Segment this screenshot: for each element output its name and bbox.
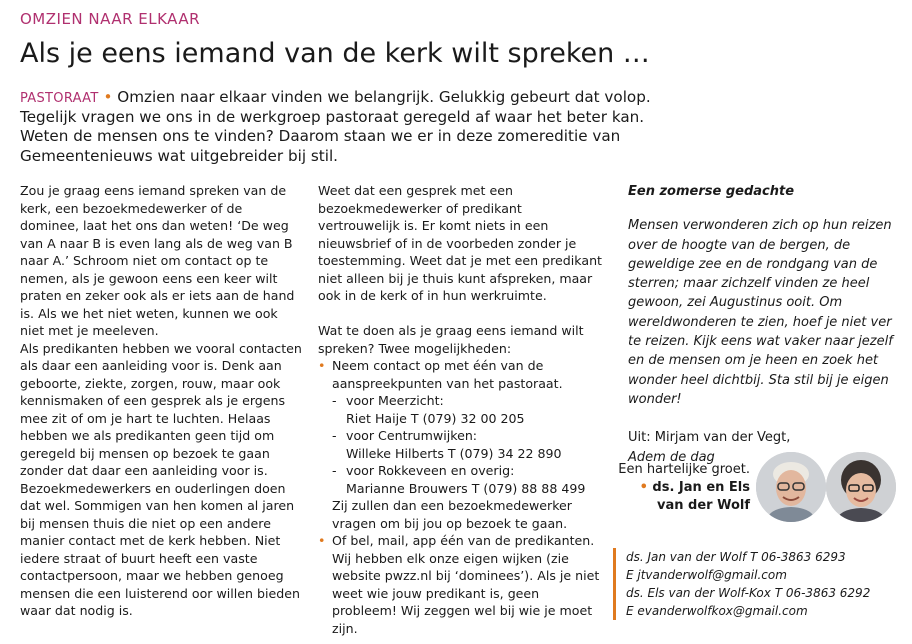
contact-jan-phone: ds. Jan van der Wolf T 06-3863 6293 bbox=[626, 550, 846, 564]
sidebar-reflection bbox=[628, 182, 898, 467]
sidebar-quote: Mensen verwonderen zich op hun reizen over de hoogte van de bergen, de geweldige zee en de rondgang van de sterren; maar zichzelf vinden ze heel gewoon, zei Augustinus ooit. Om wereldwonderen te zien, hoef je niet ver te reizen. Kijk eens wat vaker naar jezelf en de mensen om je heen en zoek het wonder heel dichtbij. Sta stil bij je eigen wonder! bbox=[628, 218, 893, 407]
col1-paragraph-1: Zou je graag eens iemand spreken van de kerk, een bezoekmedewerker of de dominee, laat het ons dan weten! ‘De weg van A naar B is even lang als de weg van B naar A.’ Schroom niet om contact op te nemen, als je gewoon eens een keer wilt praten en zeker ook als er iets aan de hand is. Als we het niet weten, kunnen we ook niet met je meeleven. bbox=[20, 183, 295, 338]
greeting-line: Een hartelijke groet. bbox=[618, 462, 750, 477]
col1-paragraph-2: Als predikanten hebben we vooral contacten als daar een aanleiding voor is. Denk aan geboorte, ziekte, zorgen, rouw, maar ook kennismaken of een gesprek als je ergens mee zit of om je hart te luchten. Helaas hebben we als predikanten geen tijd om geregeld bij mensen op bezoek te gaan zonder dat daar een aanleiding voor is. Bezoekmedewerkers en ouderlingen doen dat wel. Sommigen van hen komen al jaren bij mensen thuis die niet op een andere manier contact met de kerk hebben. Niet iedere straat of buurt heeft een vaste contactpersoon, maar we hebben genoeg mensen die een luisterend oor willen bieden waar dat nodig is. bbox=[20, 340, 302, 618]
contact-point-person: Marianne Brouwers T (079) 88 88 499 bbox=[346, 480, 586, 496]
greeting-names-line-1 bbox=[600, 479, 750, 497]
option-1-outro: Zij zullen dan een bezoekmedewerker vragen om bij jou op bezoek te gaan. bbox=[332, 498, 572, 531]
col2-paragraph-2: Wat te doen als je graag eens iemand wilt spreken? Twee mogelijkheden: bbox=[318, 323, 584, 356]
contact-jan-email: E jtvanderwolf@gmail.com bbox=[626, 568, 787, 582]
intro-tag: PASTORAAT bbox=[20, 91, 99, 106]
contact-point-meerzicht bbox=[332, 392, 602, 427]
portrait-jan-icon bbox=[756, 452, 826, 522]
greeting-names-2: van der Wolf bbox=[656, 498, 750, 513]
contact-point-centrumwijken bbox=[332, 427, 602, 462]
contact-points-list bbox=[332, 392, 602, 497]
contact-point-person: Willeke Hilberts T (079) 34 22 890 bbox=[346, 445, 562, 461]
contact-details bbox=[613, 548, 870, 620]
contact-point-rokkeveen bbox=[332, 462, 602, 497]
option-1-intro: Neem contact op met één van de aanspreekpunten van het pastoraat. bbox=[332, 358, 563, 391]
option-2-text: Of bel, mail, app één van de predikanten. Wij hebben elk onze eigen wijken (zie website pwzz.nl bij ‘dominees’). Als je niet weet wie jouw predikant is, geen probleem! Wij zeggen wel bij wie je moet zijn. bbox=[332, 533, 600, 636]
avatar-els bbox=[826, 452, 896, 522]
sidebar-source: Uit: Mirjam van der Vegt, bbox=[628, 430, 791, 446]
contact-els-phone: ds. Els van der Wolf-Kox T 06-3863 6292 bbox=[626, 586, 871, 600]
body-column-1 bbox=[20, 182, 302, 620]
section-kicker: OMZIEN NAAR ELKAAR bbox=[20, 10, 201, 28]
greeting-block bbox=[600, 461, 750, 515]
contact-els-email: E evanderwolfkox@gmail.com bbox=[626, 604, 808, 618]
greeting-bullet: • bbox=[639, 480, 648, 495]
intro-bullet: • bbox=[103, 88, 113, 106]
sidebar-source-title: Adem de dag bbox=[628, 449, 715, 465]
contact-point-person: Riet Haije T (079) 32 00 205 bbox=[346, 410, 525, 426]
avatar-jan bbox=[756, 452, 826, 522]
dash: - bbox=[332, 428, 337, 443]
article-headline: Als je eens iemand van de kerk wilt spreken … bbox=[20, 38, 650, 69]
option-contact-pastoraat bbox=[318, 357, 602, 532]
intro-text: Omzien naar elkaar vinden we belangrijk. Gelukkig gebeurt dat volop. Tegelijk vragen we ons in de werkgroep pastoraat geregeld af waar het beter kan. Weten de mensen ons te vinden? Daarom staan we er in deze zomereditie van Gemeentenieuws wat uitgebreider bij stil. bbox=[20, 88, 651, 165]
article-intro bbox=[20, 88, 660, 166]
greeting-names-1: ds. Jan en Els bbox=[652, 480, 750, 495]
dash: - bbox=[332, 393, 337, 408]
options-list bbox=[318, 357, 602, 637]
contact-point-label: voor Rokkeveen en overig: bbox=[346, 463, 515, 478]
body-column-2 bbox=[318, 182, 602, 637]
col2-paragraph-1: Weet dat een gesprek met een bezoekmedewerker of predikant vertrouwelijk is. Er komt niets in een nieuwsbrief of in de voorbeden zonder je toestemming. Weet dat je met een predikant niet alleen bij je thuis kunt afspreken, maar ook in de kerk of in hun werkruimte. bbox=[318, 183, 602, 303]
option-bullet: • bbox=[318, 533, 326, 548]
option-bullet: • bbox=[318, 358, 326, 373]
contact-point-label: voor Centrumwijken: bbox=[346, 428, 478, 443]
sidebar-title: Een zomerse gedachte bbox=[628, 184, 795, 199]
dash: - bbox=[332, 463, 337, 478]
contact-point-label: voor Meerzicht: bbox=[346, 393, 444, 408]
portrait-els-icon bbox=[826, 452, 896, 522]
option-contact-predikant bbox=[318, 532, 602, 637]
